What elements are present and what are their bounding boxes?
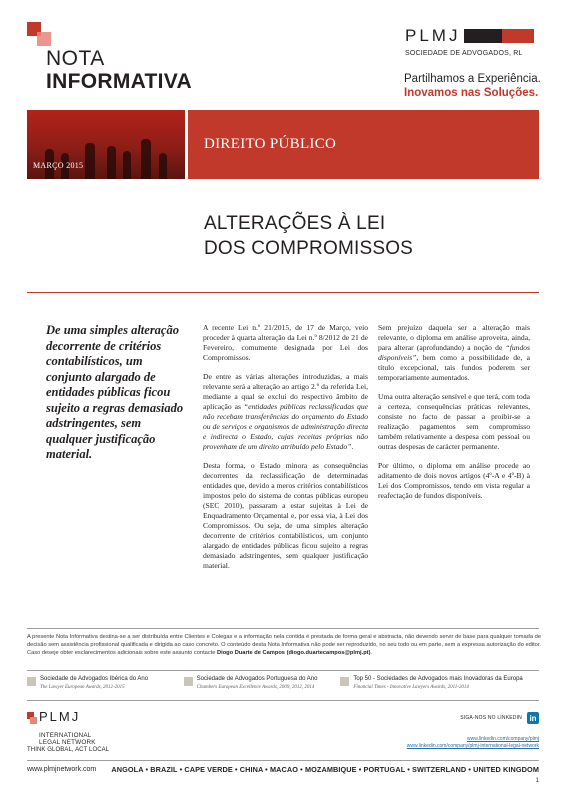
divider bbox=[27, 292, 539, 293]
paragraph: Sem prejuízo daquela ser a alteração mais relevante, o diploma em análise aproveita, ainda, para alterar (aprofundando) a noção de “fundos disponíveis”, bem como a possibilidade de, a título excepcional, tais fundos poderem ser temporariamente aumentados. bbox=[378, 323, 530, 382]
divider bbox=[27, 628, 539, 629]
award-item: Sociedade de Advogados Portuguesa do Ano Chambers European Excellence Awards, 2009, 2012, 2014 bbox=[184, 676, 333, 691]
section-banner bbox=[27, 110, 539, 179]
contact-email[interactable]: (diogo.duartecampos@plmj.pt) bbox=[286, 650, 371, 656]
countries-list: ANGOLA • BRAZIL • CAPE VERDE • CHINA • MACAO • MOZAMBIQUE • PORTUGAL • SWITZERLAND • UNITED KINGDOM bbox=[111, 765, 539, 774]
brand-logo: PLMJ bbox=[405, 26, 461, 45]
paragraph: Por último, o diploma em análise procede ao aditamento de dois novos artigos (4º-A e 4º-B) à Lei dos Compromissos, tendo em vista regular a reafectação de fundos disponíveis. bbox=[378, 461, 530, 500]
linkedin-links bbox=[407, 736, 539, 750]
paragraph: Desta forma, o Estado minora as consequências decorrentes da reclassificação de determinadas entidades que, devido a meros critérios contabilísticos impostos pelo do sistema de contas públicas europeu (SEC 2010), passaram a estar sujeitas à Lei de Enquadramento Orçamental e, por essa via, à Lei dos Compromissos. Ou seja, de uma simples alteração decorrente de critérios contabilísticos, um conjunto alargado de entidades públicas ficou sujeito a regras demasiado adstringentes, sem qualquer justificação material. bbox=[203, 461, 368, 570]
disclaimer: A presente Nota Informativa destina-se a ser distribuída entre Clientes e Colegas e a informação nela contida é prestada de forma geral e abstracta, não devendo servir de base para qualquer tomada de decisão sem assistência profissional qualificada e dirigida ao caso concreto. O conteúdo desta Nota Informativa não pode ser reproduzido, no seu todo ou em parte, sem a expressa autorização do editor. Caso deseje obter esclarecimentos adicionais sobre este assunto contacte Diogo Duarte de Campos (diogo.duartecampos@plmj.pt). bbox=[27, 634, 541, 656]
article-column-2 bbox=[378, 323, 530, 510]
logo-bar-red bbox=[502, 29, 534, 43]
title-line-1: NOTA bbox=[46, 47, 105, 70]
article-title bbox=[204, 211, 413, 261]
divider bbox=[27, 700, 539, 701]
network-logo-icon bbox=[27, 712, 37, 732]
section-label: DIREITO PÚBLICO bbox=[188, 110, 539, 179]
awards-row bbox=[27, 676, 541, 691]
corner-squares-ornament bbox=[27, 22, 51, 46]
award-item: Top 50 - Sociedades de Advogados mais Inovadoras da Europa Financial Times - Innovative Lawyers Awards, 2011-2014 bbox=[340, 676, 541, 691]
contact-name: Diogo Duarte de Campos bbox=[217, 650, 285, 656]
logo-bar-dark bbox=[464, 29, 502, 43]
website-link[interactable]: www.plmjnetwork.com bbox=[27, 766, 97, 773]
award-item: Sociedade de Advogados Ibérica do Ano The Lawyer European Awards, 2012-2015 bbox=[27, 676, 176, 691]
issue-date: MARÇO 2015 bbox=[33, 161, 84, 170]
award-icon bbox=[340, 677, 349, 686]
divider bbox=[27, 670, 539, 671]
slogan-line-2: Inovamos nas Soluções. bbox=[404, 87, 539, 99]
paragraph: Uma outra alteração sensível e que terá, com toda a certeza, consequências práticas relevantes, consiste no facto de passar a proibir-se a realização pagamentos sem compromisso também relativamente a despesa com pessoal ou outras despesas de carácter permanente. bbox=[378, 392, 530, 451]
linkedin-icon[interactable]: in bbox=[527, 712, 539, 724]
banner-photo bbox=[27, 110, 185, 179]
network-logo-text: PLMJ bbox=[39, 709, 81, 724]
page-number: 1 bbox=[535, 778, 539, 784]
slogan bbox=[404, 72, 541, 100]
article-title-line-1: ALTERAÇÕES À LEI bbox=[204, 213, 386, 234]
pull-quote: De uma simples alteração decorrente de critérios contabilísticos, um conjunto alargado de entidades públicas ficou sujeito a regras demasiado adstringentes, sem qualquer justificação material. bbox=[46, 323, 184, 461]
article-column-1 bbox=[203, 323, 368, 580]
title-line-2: INFORMATIVA bbox=[46, 70, 193, 93]
brand-subtitle: SOCIEDADE DE ADVOGADOS, RL bbox=[405, 50, 523, 57]
divider bbox=[27, 760, 539, 761]
linkedin-follow[interactable] bbox=[460, 712, 539, 724]
article-title-line-2: DOS COMPROMISSOS bbox=[204, 238, 414, 259]
brand-block bbox=[405, 26, 540, 57]
linkedin-link[interactable]: www.linkedin.com/company/plmj-international-legal-network bbox=[406, 743, 539, 749]
linkedin-label: SIGA-NOS NO LINKEDIN bbox=[460, 715, 522, 721]
linkedin-link[interactable]: www.linkedin.com/company/plmj bbox=[467, 736, 539, 742]
paragraph: De entre as várias alterações introduzidas, a mais relevante será a alteração ao artigo 2.º da referida Lei, mediante a qual se exclui do respectivo âmbito de aplicação as “entidades públicas reclassificadas que não recebam transferências do orçamento do Estado ou de serviços e organismos de administração directa e indirecta o Estado, cujas receitas próprias não provenham de um direito atribuído pelo Estado”. bbox=[203, 372, 368, 451]
award-icon bbox=[27, 677, 36, 686]
paragraph: A recente Lei n.º 21/2015, de 17 de Março, veio proceder à quarta alteração da Lei n.º 8/2012 de 21 de Fevereiro, comumente designada por Lei dos Compromissos. bbox=[203, 323, 368, 362]
network-tagline: THINK GLOBAL, ACT LOCAL bbox=[27, 747, 110, 753]
award-icon bbox=[184, 677, 193, 686]
document-type-title bbox=[46, 48, 192, 92]
international-network-logo bbox=[27, 710, 109, 753]
network-line-1: INTERNATIONAL bbox=[39, 732, 92, 739]
slogan-line-1: Partilhamos a Experiência. bbox=[404, 73, 541, 85]
network-line-2: LEGAL NETWORK bbox=[39, 739, 96, 746]
